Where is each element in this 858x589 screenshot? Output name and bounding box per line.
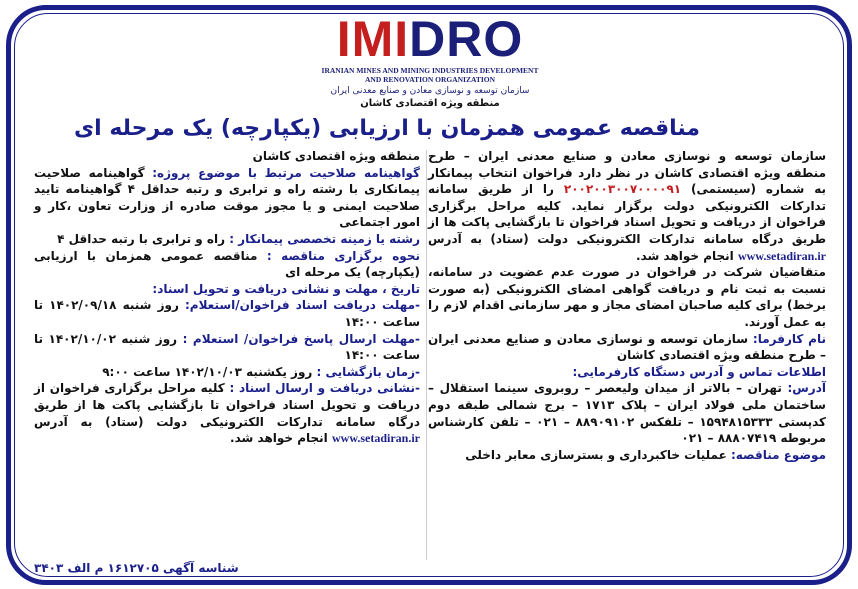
subject-value: عملیات خاکبرداری و بسترسازی معابر داخلی — [465, 447, 727, 462]
tender-title: مناقصه عمومی همزمان با ارزیابی (یکپارچه) یک مرحله ای — [73, 116, 700, 141]
employer-value: سازمان توسعه و نوسازی معادن و صنایع معدنی ایران – طرح منطقه ویژه اقتصادی کاشان — [428, 331, 826, 363]
applicants-paragraph: متقاضیان شرکت در فراخوان در صورت عدم عضویت در سامانه، نسبت به ثبت نام و دریافت گواهی امضای الکترونیکی (به صورت برخط) برای کلیه صاحبان امضای مجاز و مهر سازمانی اقدام لازم را به عمل آورند. — [428, 265, 826, 329]
certificate-value: گواهینامه صلاحیت پیمانکاری با رشته راه و ترابری و رتبه حداقل ۴ گواهینامه تایید صلاحیت ایمنی و یا مجوز موقت صادره از وزارت تعاون ،کار و امور اجتماعی — [34, 165, 420, 230]
docs-address-value: کلیه مراحل برگزاری فراخوان از دریافت و تحویل اسناد فراخوان تا بازگشایی پاکت ها از طریق درگاه سامانه تدارکات الکترونیکی دولت (ستاد) به آدرس — [34, 381, 420, 429]
employer-paragraph — [428, 331, 826, 364]
setad-link[interactable]: www.setadiran.ir — [738, 248, 826, 263]
method-value: مناقصه عمومی همزمان با ارزیابی (یکپارچه) یک مرحله ای — [34, 248, 420, 280]
receive-value: روز شنبه ۱۴۰۲/۰۹/۱۸ تا ساعت ۱۴:۰۰ — [34, 298, 420, 329]
column-divider — [426, 150, 427, 560]
submit-label: -مهلت ارسال پاسخ فراخوان/ استعلام : — [182, 331, 420, 346]
opening-time — [34, 364, 420, 381]
setad-link-2[interactable]: www.setadiran.ir — [332, 431, 420, 446]
docs-address — [34, 380, 420, 446]
logo-wordmark: IMIDRO — [336, 11, 524, 67]
imidro-logo — [300, 12, 560, 112]
address-paragraph — [428, 380, 826, 446]
method-paragraph — [34, 248, 420, 281]
submit-deadline — [34, 331, 420, 364]
submit-value: روز شنبه ۱۴۰۲/۱۰/۰۲ تا ساعت ۱۴:۰۰ — [34, 331, 420, 363]
receive-deadline — [34, 297, 420, 330]
intro-paragraph — [428, 148, 826, 264]
ad-id: شناسه آگهی ۱۶۱۲۷۰۵ م الف ۳۴۰۳ — [34, 561, 239, 575]
logo-english-line-1: IRANIAN MINES AND MINING INDUSTRIES DEVELOPMENT — [321, 66, 539, 75]
field-label: رشته یا زمینه تخصصی پیمانکار : — [229, 231, 420, 246]
intro-text-1: سازمان توسعه و نوسازی معادن و صنایع معدنی ایران – طرح منطقه ویژه اقتصادی کاشان در نظر دارد فراخوان انتخاب پیمانکار به شماره (سیستمی) — [428, 149, 826, 197]
method-label: نحوه برگزاری مناقصه : — [266, 248, 420, 263]
receive-label: -مهلت دریافت اسناد فراخوان/استعلام: — [184, 298, 420, 313]
schedule-heading: تاریخ ، مهلت و نشانی دریافت و تحویل اسناد: — [152, 281, 420, 296]
logo-subtitle: منطقه ویژه اقتصادی کاشان — [360, 98, 500, 109]
left-column — [34, 148, 420, 447]
intro-text-3: انجام خواهد شد. — [636, 248, 734, 263]
docs-closing: انجام خواهد شد. — [230, 431, 328, 446]
right-column — [428, 148, 826, 463]
field-value: راه و ترابری با رتبه حداقل ۴ — [57, 231, 226, 246]
certificate-label: گواهینامه صلاحیت مرتبط با موضوع پروژه: — [152, 165, 420, 180]
contact-heading: اطلاعات تماس و آدرس دستگاه کارفرمایی: — [572, 364, 826, 379]
subject-label: موضوع مناقصه: — [730, 447, 826, 462]
logo-english-line-2: AND RENOVATION ORGANIZATION — [364, 75, 496, 84]
address-label: آدرس: — [787, 381, 826, 396]
docs-address-label: -نشانی دریافت و ارسال اسناد : — [229, 381, 420, 396]
subject-paragraph — [428, 447, 826, 464]
logo-persian-name: سازمان توسعه و نوسازی معادن و صنایع معدنی ایران — [330, 86, 530, 96]
opening-value: روز یکشنبه ۱۴۰۲/۱۰/۰۳ ساعت ۹:۰۰ — [102, 364, 313, 379]
address-value: تهران – بالاتر از میدان ولیعصر – روبروی سینما استقلال – ساختمان ملی فولاد ایران – پلاک ۱۷۱۳ – برج شمالی طبقه دوم کدپستی ۱۵۹۴۸۱۵۳۳۳ – تلفکس ۸۸۹۰۹۱۰۲ – ۰۲۱ – تلفن کارشناس مربوطه ۸۸۸۰۷۴۱۹ – ۰۲۱ — [428, 381, 826, 446]
tender-number: ۲۰۰۲۰۰۳۰۰۷۰۰۰۰۹۱ — [563, 182, 682, 197]
field-paragraph — [34, 231, 420, 248]
employer-label: نام کارفرما: — [752, 331, 826, 346]
intro-text-2: را از طریق سامانه تدارکات الکترونیکی دولت برگزار نماید. کلیه مراحل برگزاری فراخوان از دریافت و تحویل اسناد فراخوان تا بازگشایی پاکت ها از طریق درگاه سامانه تدارکات الکترونیکی دولت (ستاد) به آدرس — [428, 182, 826, 246]
location-line: منطقه ویژه اقتصادی کاشان — [252, 149, 420, 163]
certificate-paragraph — [34, 165, 420, 231]
opening-label: -زمان بازگشایی : — [316, 364, 420, 379]
